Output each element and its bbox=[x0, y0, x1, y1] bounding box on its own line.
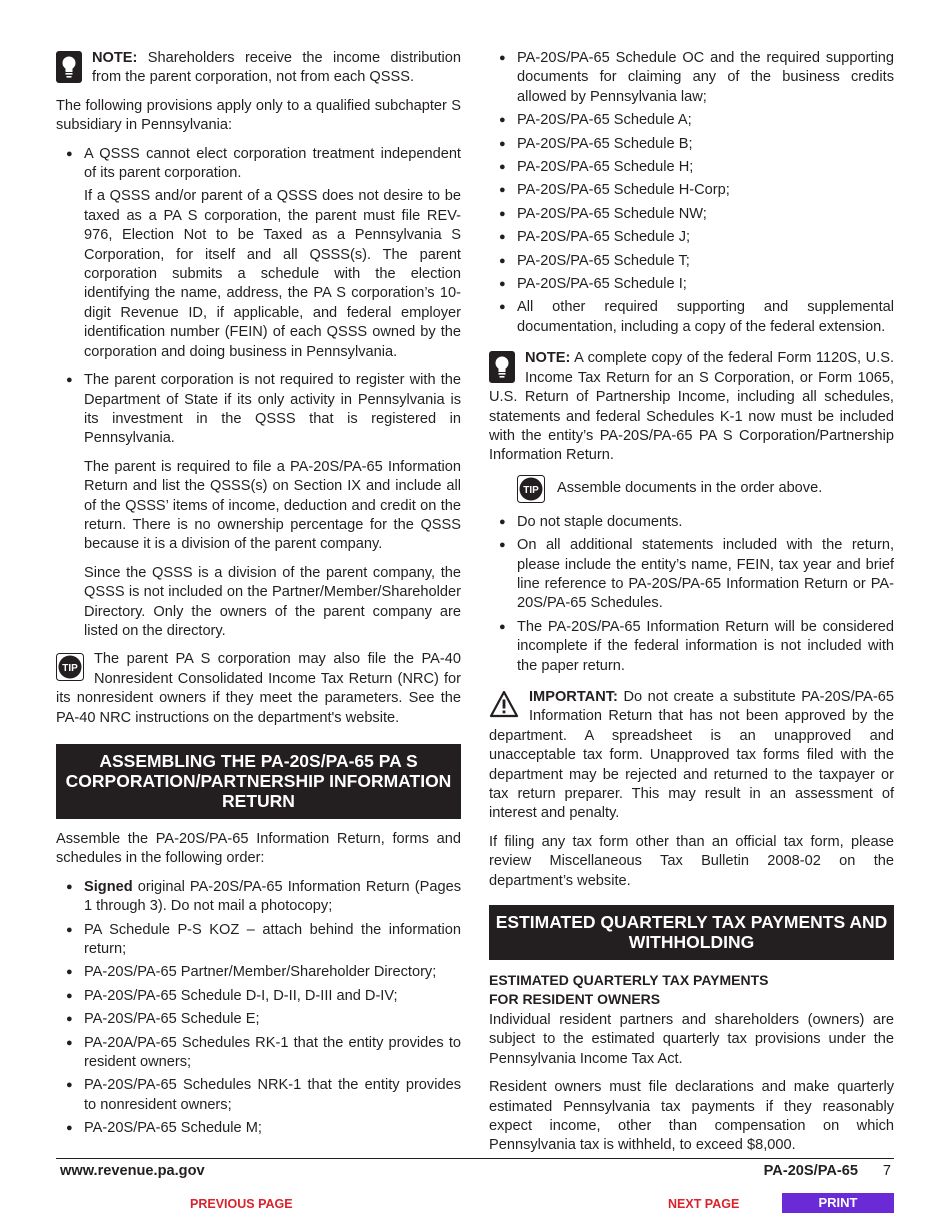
signed-rest: original PA-20S/PA-65 Information Return (Pages 1 through 3). Do not mail a photocopy; bbox=[84, 878, 461, 915]
bullet-icon: ● bbox=[499, 515, 506, 528]
list-item-text: The parent corporation is not required to register with the Department of State if its only activity in Pennsylvania is its investment in the QSSS that is registered in Pennsylvania. bbox=[84, 372, 461, 447]
bullet-icon: ● bbox=[499, 52, 506, 64]
list-item-text: PA-20S/PA-65 Schedule OC and the required supporting documents for claiming any of the business credits allowed by Pennsylvania law; bbox=[517, 50, 894, 105]
lightbulb-icon bbox=[489, 351, 515, 383]
list-item bbox=[489, 513, 894, 532]
tip-icon bbox=[56, 653, 84, 681]
lightbulb-icon bbox=[56, 51, 82, 83]
note-text: Shareholders receive the income distribution from the parent corporation, not from each QSSS. bbox=[92, 50, 461, 86]
bullet-icon: ● bbox=[499, 539, 506, 552]
qsss-division-paragraph: Since the QSSS is a division of the parent company, the QSSS is not included on the Partner/Member/Shareholder Directory. Only the owners of the parent company are listed on the directory. bbox=[84, 564, 461, 639]
list-item bbox=[56, 371, 461, 449]
misc-bulletin-paragraph: If filing any tax form other than an official tax form, please review Miscellaneous Tax Bulletin 2008-02 on the department’s website. bbox=[489, 833, 894, 889]
qsss-election-paragraph: If a QSSS and/or parent of a QSSS does not desire to be taxed as a PA S corporation, the parent must file REV-976, Election Not to be Taxed as a Pennsylvania S Corporation, for itself and all QSSS(s). The parent corporation submits a schedule with the election identifying the name, address, the PA S corporation’s 10-digit Revenue ID, if applicable, and federal employer identification number (FEIN) of each QSSS owned by the corporation and doing business in Pennsylvania. bbox=[84, 188, 461, 360]
bullet-icon: ● bbox=[66, 923, 73, 936]
list-item bbox=[489, 228, 894, 247]
list-item bbox=[489, 135, 894, 154]
bullet-icon: ● bbox=[66, 1079, 73, 1092]
bullet-icon: ● bbox=[66, 1122, 73, 1135]
list-item-text: PA-20S/PA-65 Schedule D-I, D-II, D-III and D-IV; bbox=[84, 987, 398, 1004]
tip-text: Assemble documents in the order above. bbox=[557, 480, 823, 497]
list-item bbox=[489, 111, 894, 130]
list-item-text bbox=[84, 878, 461, 917]
bullet-icon: ● bbox=[499, 137, 506, 150]
page-number: 7 bbox=[882, 1163, 891, 1179]
list-item-text: Do not staple documents. bbox=[517, 513, 683, 530]
list-item bbox=[56, 921, 461, 960]
note-label: NOTE: bbox=[525, 350, 571, 367]
tip-assemble bbox=[517, 475, 894, 503]
signed-label: Signed bbox=[84, 878, 133, 895]
bullet-icon: ● bbox=[499, 114, 506, 127]
note-shareholders bbox=[56, 49, 461, 88]
bullet-icon: ● bbox=[499, 161, 506, 174]
list-item-text: PA-20S/PA-65 Schedule T; bbox=[517, 252, 690, 269]
list-item bbox=[56, 145, 461, 184]
list-item bbox=[489, 252, 894, 271]
footer-form-id: PA-20S/PA-65 bbox=[763, 1163, 858, 1179]
bullet-icon: ● bbox=[499, 207, 506, 220]
estimated-paragraph-2: Resident owners must file declarations and make quarterly estimated Pennsylvania tax payments if they reasonably expect income, other than compensation on which Pennsylvania tax is withheld, to exceed $8,000. bbox=[489, 1079, 894, 1154]
list-item-text: All other required supporting and supplemental documentation, including a copy of the federal extension. bbox=[517, 299, 894, 335]
tip-nrc bbox=[56, 650, 461, 728]
subheader-line2: FOR RESIDENT OWNERS bbox=[489, 991, 661, 1008]
tip-icon-label: TIP bbox=[62, 663, 78, 675]
bullet-icon: ● bbox=[66, 1013, 73, 1026]
bullet-icon: ● bbox=[499, 231, 506, 244]
next-page-link[interactable]: NEXT PAGE bbox=[668, 1197, 740, 1211]
list-item-text: PA-20S/PA-65 Schedules NRK-1 that the entity provides to nonresident owners; bbox=[84, 1077, 461, 1113]
list-item-text: The PA-20S/PA-65 Information Return will be considered incomplete if the federal information is not included with the paper return. bbox=[517, 618, 894, 674]
tip-icon-label: TIP bbox=[523, 484, 539, 496]
parent-filing-paragraph: The parent is required to file a PA-20S/PA-65 Information Return and list the QSSS(s) on Section IX and include all of the QSSS’ items of income, deduction and credit on the return. There is no ownership percentage for the QSSS because it is a division of the parent company. bbox=[84, 458, 461, 553]
bullet-icon: ● bbox=[66, 374, 73, 387]
section-header-estimated: ESTIMATED QUARTERLY TAX PAYMENTS AND WITHHOLDING bbox=[489, 905, 894, 960]
bullet-icon: ● bbox=[499, 620, 506, 633]
previous-page-link[interactable]: PREVIOUS PAGE bbox=[190, 1197, 293, 1211]
bullet-icon: ● bbox=[499, 278, 506, 291]
list-item-text: A QSSS cannot elect corporation treatment independent of its parent corporation. bbox=[84, 145, 461, 182]
list-item bbox=[56, 963, 461, 982]
estimated-paragraph-1: Individual resident partners and shareholders (owners) are subject to the estimated quarterly tax provisions under the Pennsylvania Income Tax Act. bbox=[489, 1012, 894, 1067]
left-column bbox=[56, 49, 461, 1143]
note-text: A complete copy of the federal Form 1120S, U.S. Income Tax Return for an S Corporation, or Form 1065, U.S. Return of Partnership Income, including all schedules, statements and federal Schedules K-1 now must be included with the entity’s PA-20S/PA-65 PA S Corporation/Partnership Information Return. bbox=[489, 350, 895, 464]
bullet-icon: ● bbox=[499, 184, 506, 197]
list-item-text: PA-20S/PA-65 Schedule E; bbox=[84, 1011, 260, 1028]
bullet-icon: ● bbox=[499, 301, 506, 314]
assemble-intro: Assemble the PA-20S/PA-65 Information Return, forms and schedules in the following order: bbox=[56, 831, 461, 867]
page-footer bbox=[56, 1158, 894, 1179]
list-item-text: PA Schedule P-S KOZ – attach behind the information return; bbox=[84, 921, 461, 958]
list-item-text: PA-20S/PA-65 Schedule H; bbox=[517, 159, 694, 176]
list-item bbox=[489, 298, 894, 337]
list-item bbox=[56, 878, 461, 917]
list-item bbox=[489, 158, 894, 177]
list-item bbox=[56, 1010, 461, 1029]
list-item bbox=[489, 536, 894, 614]
footer-url: www.revenue.pa.gov bbox=[60, 1163, 205, 1179]
list-item bbox=[489, 49, 894, 107]
qsss-intro: The following provisions apply only to a qualified subchapter S subsidiary in Pennsylvania: bbox=[56, 97, 461, 134]
list-item bbox=[56, 1076, 461, 1115]
important-text: Do not create a substitute PA-20S/PA-65 Information Return that has not been approved by the department. A spreadsheet is an unapproved and unacceptable tax form. Unapproved tax forms filed with the department may be rejected and returned to the taxpayer or tax return preparer. This may result in an assessment of interest and penalty. bbox=[489, 688, 894, 822]
list-item-text: PA-20S/PA-65 Schedule B; bbox=[517, 135, 693, 152]
list-item-text: On all additional statements included with the return, please include the entity’s name, FEIN, tax year and brief line reference to PA-20S/PA-65 Information Return or PA-20S/PA-65 Schedules. bbox=[517, 537, 894, 612]
subheader-line1: ESTIMATED QUARTERLY TAX PAYMENTS bbox=[489, 972, 769, 989]
important-notice bbox=[489, 688, 894, 824]
note-federal-copy bbox=[489, 349, 894, 465]
list-item-text: PA-20S/PA-65 Partner/Member/Shareholder Directory; bbox=[84, 964, 437, 981]
list-item-text: PA-20S/PA-65 Schedule J; bbox=[517, 229, 691, 246]
warning-icon bbox=[489, 690, 519, 718]
bullet-icon: ● bbox=[66, 880, 73, 893]
section-header-assembling: ASSEMBLING THE PA-20S/PA-65 PA S CORPORATION/PARTNERSHIP INFORMATION RETURN bbox=[56, 744, 461, 819]
tip-icon bbox=[517, 475, 545, 503]
list-item bbox=[489, 275, 894, 294]
tip-text: The parent PA S corporation may also file the PA-40 Nonresident Consolidated Income Tax Return (NRC) for its nonresident owners if they meet the parameters. See the PA-40 NRC instructions on the department's website. bbox=[56, 651, 461, 726]
bullet-icon: ● bbox=[66, 1036, 73, 1049]
list-item-text: PA-20S/PA-65 Schedule NW; bbox=[517, 205, 707, 222]
subheader-resident-owners bbox=[489, 971, 894, 1009]
list-item bbox=[489, 181, 894, 200]
list-item-text: PA-20A/PA-65 Schedules RK-1 that the entity provides to resident owners; bbox=[84, 1034, 461, 1071]
bullet-icon: ● bbox=[66, 966, 73, 979]
list-item bbox=[56, 987, 461, 1006]
bullet-icon: ● bbox=[499, 254, 506, 267]
list-item bbox=[489, 205, 894, 224]
note-label: NOTE: bbox=[92, 50, 138, 66]
list-item bbox=[56, 1034, 461, 1073]
list-item-text: PA-20S/PA-65 Schedule H-Corp; bbox=[517, 182, 730, 199]
list-item-text: PA-20S/PA-65 Schedule M; bbox=[84, 1120, 262, 1137]
list-item-text: PA-20S/PA-65 Schedule A; bbox=[517, 112, 692, 129]
right-column bbox=[489, 49, 894, 1165]
print-button[interactable]: PRINT bbox=[782, 1193, 894, 1213]
list-item bbox=[56, 1119, 461, 1138]
bullet-icon: ● bbox=[66, 989, 73, 1002]
list-item bbox=[489, 618, 894, 676]
list-item-text: PA-20S/PA-65 Schedule I; bbox=[517, 276, 687, 293]
important-label: IMPORTANT: bbox=[529, 688, 618, 705]
bullet-icon: ● bbox=[66, 147, 73, 160]
